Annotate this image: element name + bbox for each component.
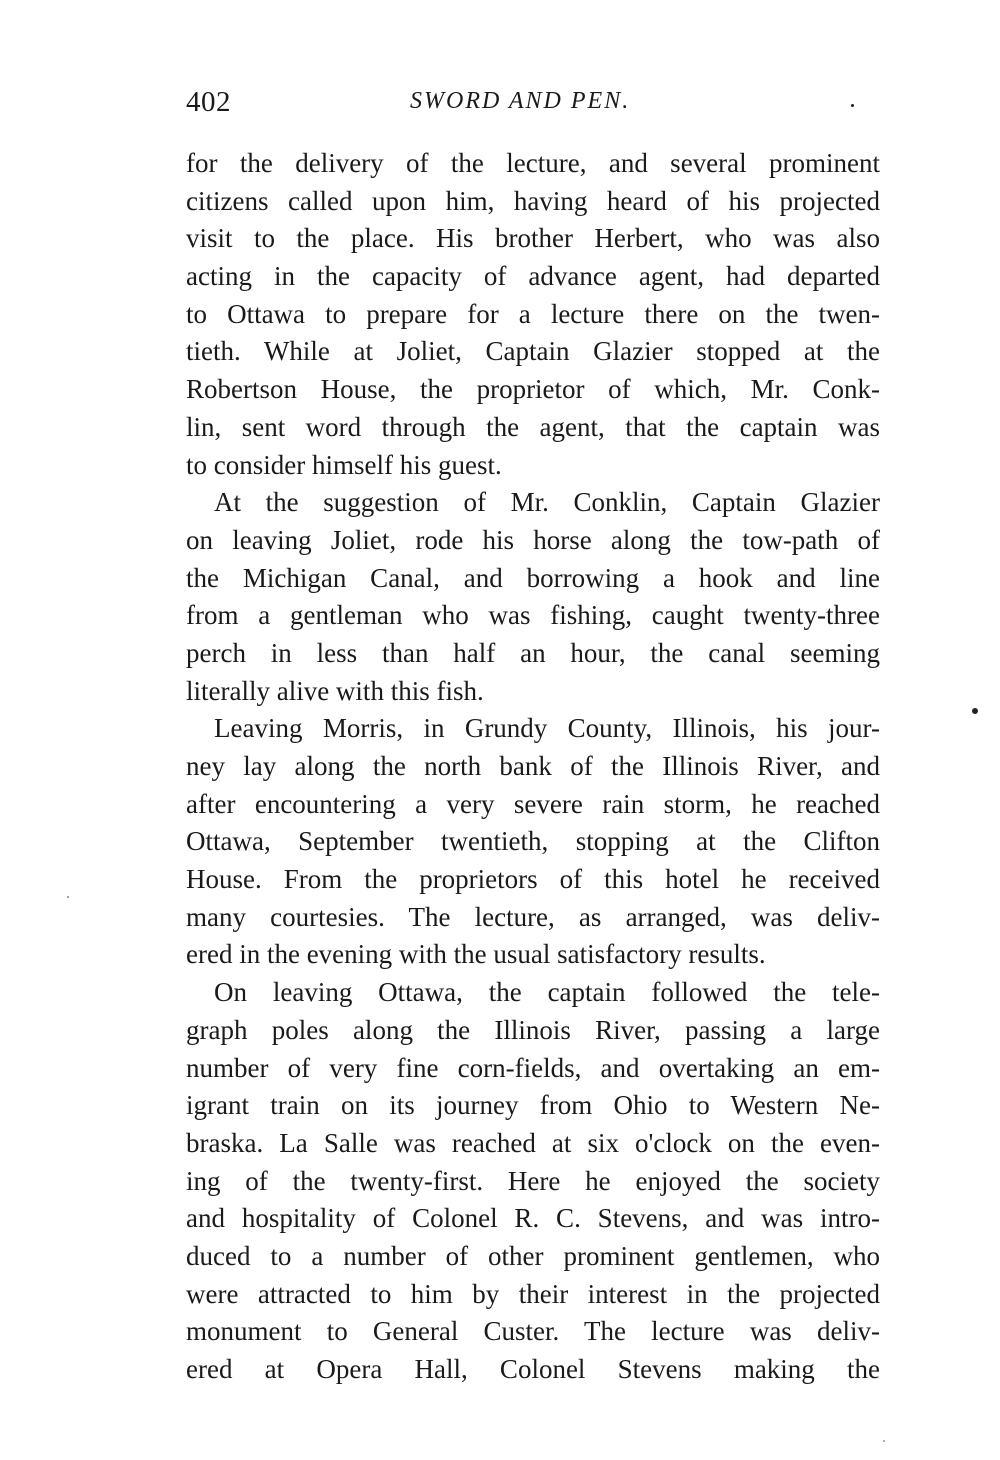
- text-line: duced to a number of other prominent gentlemen, who: [186, 1240, 880, 1271]
- body-text: [186, 145, 880, 1389]
- text-line: many courtesies. The lecture, as arranged, was deliv-: [186, 901, 880, 932]
- text-line: igrant train on its journey from Ohio to Western Ne-: [186, 1090, 880, 1121]
- text-line: after encountering a very severe rain storm, he reached: [186, 788, 880, 819]
- text-line: tieth. While at Joliet, Captain Glazier stopped at the: [186, 336, 880, 367]
- text-line: Robertson House, the proprietor of which, Mr. Conk-: [186, 374, 880, 405]
- text-line: the Michigan Canal, and borrowing a hook and line: [186, 562, 880, 593]
- paragraph-start-line: At the suggestion of Mr. Conklin, Captain Glazier: [214, 487, 880, 518]
- paragraph-start-line: On leaving Ottawa, the captain followed the tele-: [214, 977, 880, 1008]
- text-line: to Ottawa to prepare for a lecture there on the twen-: [186, 298, 880, 329]
- scan-speck: [883, 1440, 885, 1442]
- scan-speck: [851, 104, 854, 107]
- text-line: were attracted to him by their interest in the projected: [186, 1278, 880, 1309]
- text-line: Ottawa, September twentieth, stopping at the Clifton: [186, 826, 880, 857]
- text-line: number of very fine corn-fields, and overtaking an em-: [186, 1052, 880, 1083]
- text-line: ered in the evening with the usual satisfactory results.: [186, 939, 766, 970]
- text-line: to consider himself his guest.: [186, 449, 502, 480]
- text-line: monument to General Custer. The lecture was deliv-: [186, 1316, 880, 1347]
- text-line: perch in less than half an hour, the canal seeming: [186, 637, 880, 668]
- text-line: House. From the proprietors of this hotel he received: [186, 864, 880, 895]
- text-line: and hospitality of Colonel R. C. Stevens, and was intro-: [186, 1203, 880, 1234]
- scan-speck: [972, 708, 978, 714]
- text-line: on leaving Joliet, rode his horse along the tow-path of: [186, 524, 880, 555]
- text-line: graph poles along the Illinois River, passing a large: [186, 1014, 880, 1045]
- text-line: ney lay along the north bank of the Illinois River, and: [186, 751, 880, 781]
- text-line: visit to the place. His brother Herbert, who was also: [186, 223, 880, 254]
- text-line: braska. La Salle was reached at six o'clock on the even-: [186, 1127, 880, 1158]
- text-line: ered at Opera Hall, Colonel Stevens making the: [186, 1354, 880, 1384]
- text-line: ing of the twenty-first. Here he enjoyed the society: [186, 1165, 880, 1196]
- text-line: lin, sent word through the agent, that the captain was: [186, 411, 880, 442]
- running-head: [186, 86, 880, 126]
- paragraph-start-line: Leaving Morris, in Grundy County, Illinois, his jour-: [214, 713, 880, 744]
- text-line: acting in the capacity of advance agent, had departed: [186, 261, 880, 292]
- text-line: citizens called upon him, having heard of his projected: [186, 185, 880, 216]
- text-line: for the delivery of the lecture, and several prominent: [186, 148, 880, 178]
- page-number: 402: [186, 86, 231, 118]
- running-title: SWORD AND PEN.: [410, 88, 631, 114]
- text-line: from a gentleman who was fishing, caught twenty-three: [186, 600, 880, 631]
- scan-speck: [67, 896, 69, 898]
- text-line: literally alive with this fish.: [186, 675, 484, 706]
